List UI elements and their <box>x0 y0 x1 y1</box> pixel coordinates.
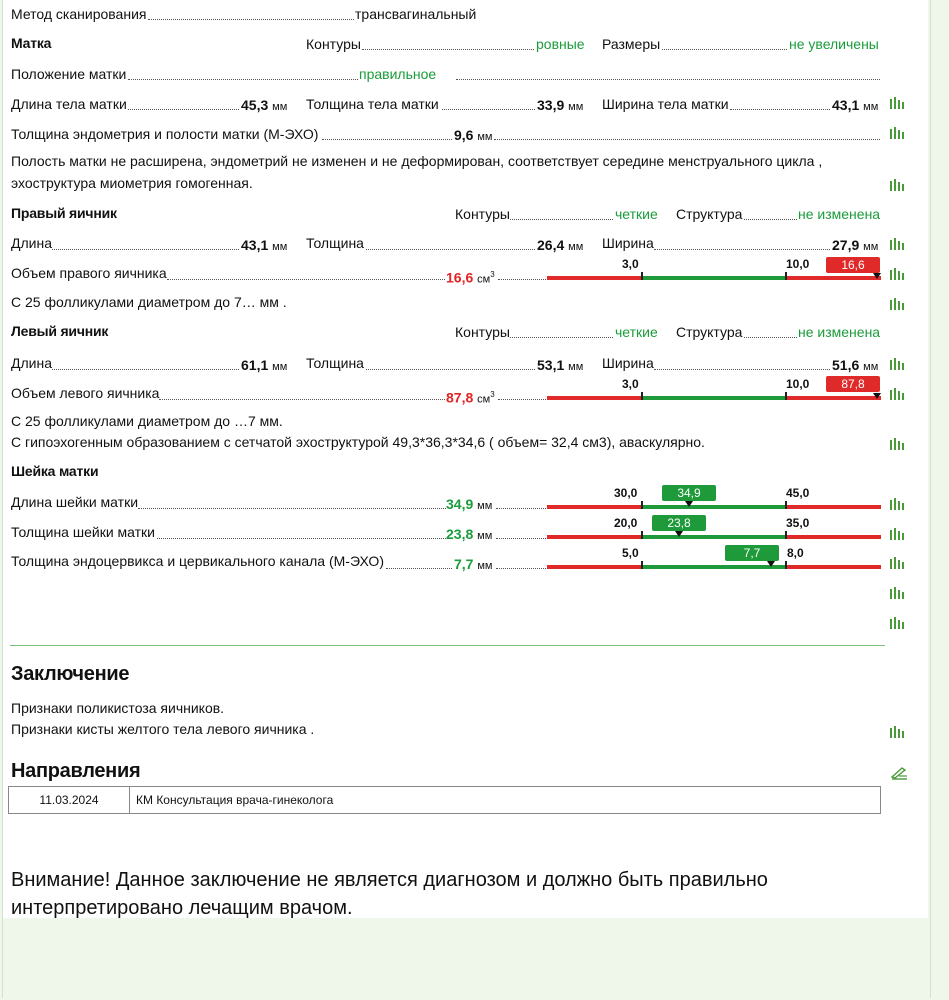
uterus-length <box>241 97 287 115</box>
dotted-leader <box>52 369 239 370</box>
cervix-length-label: Длина шейки матки <box>11 494 139 510</box>
dotted-leader <box>167 279 445 280</box>
right-ovary-length <box>241 237 287 255</box>
directions-table <box>8 786 881 814</box>
right-ovary-thickness-unit: мм <box>568 241 584 253</box>
dotted-leader <box>510 219 613 220</box>
left-ovary-volume-label: Объем левого яичника <box>11 385 160 401</box>
cervix-length-value: 34,9 <box>446 496 474 512</box>
right-ovary-contours-value: четкие <box>615 206 658 222</box>
dotted-leader <box>322 139 452 140</box>
range-bar-low <box>547 276 642 280</box>
range-bar-low <box>547 535 642 539</box>
section-divider <box>10 645 885 646</box>
left-ovary-width <box>832 357 878 375</box>
right-ovary-thickness-label: Толщина <box>306 235 364 251</box>
dotted-leader <box>496 538 546 539</box>
value-marker <box>675 531 683 537</box>
uterus-width-value: 43,1 <box>832 97 860 113</box>
left-ovary-thickness-value: 53,1 <box>537 357 565 373</box>
right-ovary-structure-value: не изменена <box>798 206 881 222</box>
direction-text: КМ Консультация врача-гинеколога <box>130 787 881 814</box>
range-bar-high <box>786 505 881 509</box>
dotted-leader <box>744 219 797 220</box>
range-bar-low <box>547 505 642 509</box>
dotted-leader <box>442 109 535 110</box>
right-ovary-width-unit: мм <box>863 241 879 253</box>
left-ovary-volume-value: 87,8 <box>446 389 474 406</box>
bar-chart-icon[interactable] <box>890 726 906 738</box>
dotted-leader <box>498 399 546 400</box>
dotted-leader <box>366 369 535 370</box>
left-ovary-width-label: Ширина <box>602 355 654 371</box>
dotted-leader <box>730 109 830 110</box>
uterus-length-label: Длина тела матки <box>11 96 127 112</box>
right-ovary-volume-label: Объем правого яичника <box>11 265 167 281</box>
dotted-leader <box>128 109 239 110</box>
cervix-title: Шейка матки <box>11 463 99 479</box>
right-ovary-length-value: 43,1 <box>241 237 269 253</box>
right-ovary-follicles: С 25 фолликулами диаметром до 7… мм . <box>11 294 287 310</box>
range-bar-normal <box>642 535 786 539</box>
range-max-label: 8,0 <box>787 546 804 560</box>
value-badge: 34,9 <box>662 485 716 501</box>
value-marker <box>767 561 775 567</box>
cervix-length-unit: мм <box>477 500 493 512</box>
value-marker <box>873 273 881 279</box>
cervix-thickness-unit: мм <box>477 530 493 542</box>
dotted-leader <box>456 79 880 80</box>
uterus-position-value: правильное <box>359 66 437 82</box>
bar-chart-icon[interactable] <box>890 438 906 450</box>
left-ovary-volume: 87,8 $см^3$ <box>446 389 495 406</box>
uterus-width-unit: мм <box>863 101 879 113</box>
dotted-leader <box>128 79 358 80</box>
conclusion-line2: Признаки кисты желтого тела левого яичника . <box>11 721 315 737</box>
cervix-length <box>446 496 492 514</box>
right-ovary-width-value: 27,9 <box>832 237 860 253</box>
range-min-label: 3,0 <box>622 377 639 391</box>
dotted-leader <box>494 139 880 140</box>
dotted-leader <box>496 568 546 569</box>
range-bar-low <box>547 396 642 400</box>
range-min-label: 3,0 <box>622 257 639 271</box>
range-bar-high <box>786 276 881 280</box>
cervix-thickness-label: Толщина шейки матки <box>11 524 155 540</box>
range-max-label: 10,0 <box>786 257 810 271</box>
dotted-leader <box>159 399 445 400</box>
uterus-note-line1: Полость матки не расширена, эндометрий не изменен и не деформирован, соответствует середине менструального цикла , <box>11 153 823 169</box>
left-ovary-thickness <box>537 357 583 375</box>
bar-chart-icon[interactable] <box>890 97 906 109</box>
left-ovary-thickness-unit: мм <box>568 361 584 373</box>
left-ovary-title: Левый яичник <box>11 323 109 339</box>
dotted-leader <box>496 508 546 509</box>
edit-pencil-icon[interactable] <box>890 766 908 780</box>
range-tick-min <box>641 561 643 569</box>
value-badge: 23,8 <box>652 515 706 531</box>
dotted-leader <box>138 508 446 509</box>
dotted-leader <box>510 337 613 338</box>
range-bar-normal <box>642 565 786 569</box>
left-ovary-length <box>241 357 287 375</box>
direction-date: 11.03.2024 <box>9 787 130 814</box>
range-max-label: 35,0 <box>786 516 810 530</box>
left-ovary-length-value: 61,1 <box>241 357 269 373</box>
endometrium <box>454 127 492 145</box>
scan-method-label: Метод сканирования <box>11 6 147 22</box>
warning-line1: Внимание! Данное заключение не является диагнозом и должно быть правильно <box>11 869 768 891</box>
table-row[interactable] <box>9 787 881 814</box>
uterus-note-line2: эхоструктура миометрия гомогенная. <box>11 175 253 191</box>
uterus-title: Матка <box>11 35 52 51</box>
dotted-leader <box>662 49 787 50</box>
endocervix <box>454 556 492 574</box>
right-ovary-contours-label: Контуры <box>455 206 510 222</box>
range-max-label: 10,0 <box>786 377 810 391</box>
right-ovary-thickness-value: 26,4 <box>537 237 565 253</box>
value-marker <box>685 501 693 507</box>
range-bar-normal <box>642 276 786 280</box>
dotted-leader <box>654 369 830 370</box>
bar-chart-icon[interactable] <box>890 179 906 191</box>
bar-chart-icon[interactable] <box>890 528 906 540</box>
dotted-leader <box>366 249 535 250</box>
directions-title: Направления <box>11 760 141 782</box>
range-bar-low <box>547 565 642 569</box>
range-min-label: 20,0 <box>614 516 638 530</box>
bar-chart-icon[interactable] <box>890 557 906 569</box>
uterus-contours-label: Контуры <box>306 36 361 52</box>
left-ovary-formation: С гипоэхогенным образованием с сетчатой эхоструктурой 49,3*36,3*34,6 ( объем= 32,4 см3), аваскулярно. <box>11 434 705 450</box>
range-bar-high <box>786 565 881 569</box>
right-ovary-volume: 16,6 $см^3$ <box>446 269 495 286</box>
range-tick-max <box>785 392 787 400</box>
left-ovary-structure-value: не изменена <box>798 324 881 340</box>
range-min-label: 30,0 <box>614 486 638 500</box>
dotted-leader <box>362 49 534 50</box>
conclusion-title: Заключение <box>11 663 130 685</box>
left-ovary-contours-label: Контуры <box>455 324 510 340</box>
warning-line2: интерпретировано лечащим врачом. <box>11 897 353 919</box>
bar-chart-icon[interactable] <box>890 358 906 370</box>
uterus-length-value: 45,3 <box>241 97 269 113</box>
range-tick-max <box>785 501 787 509</box>
right-ovary-title: Правый яичник <box>11 205 117 221</box>
endometrium-value: 9,6 <box>454 127 474 143</box>
dotted-leader <box>654 249 830 250</box>
uterus-position-label: Положение матки <box>11 66 127 82</box>
range-tick-min <box>641 501 643 509</box>
value-badge: 7,7 <box>725 545 779 561</box>
right-ovary-width-label: Ширина <box>602 235 654 251</box>
range-tick-min <box>641 531 643 539</box>
bar-chart-icon[interactable] <box>890 617 906 629</box>
range-min-label: 5,0 <box>622 546 639 560</box>
bar-chart-icon[interactable] <box>890 238 906 250</box>
value-badge: 16,6 <box>826 257 880 273</box>
range-tick-max <box>785 561 787 569</box>
range-bar-high <box>786 535 881 539</box>
uterus-width <box>832 97 878 115</box>
range-bar-high <box>786 396 881 400</box>
endocervix-unit: мм <box>477 560 493 572</box>
range-tick-max <box>785 272 787 280</box>
cervix-thickness-value: 23,8 <box>446 526 474 542</box>
uterus-thickness-unit: мм <box>568 101 584 113</box>
bar-chart-icon[interactable] <box>890 127 906 139</box>
bar-chart-icon[interactable] <box>890 268 906 280</box>
left-ovary-length-label: Длина <box>11 355 52 371</box>
left-ovary-structure-label: Структура <box>676 324 743 340</box>
endometrium-label: Толщина эндометрия и полости матки (М-ЭХО) <box>11 126 319 142</box>
left-ovary-contours-value: четкие <box>615 324 658 340</box>
endometrium-unit: мм <box>477 131 493 143</box>
uterus-thickness <box>537 97 583 115</box>
warning-text <box>11 866 768 922</box>
dotted-leader <box>148 19 354 20</box>
value-badge: 87,8 <box>826 376 880 392</box>
right-ovary-width <box>832 237 878 255</box>
cervix-thickness <box>446 526 492 544</box>
conclusion-line1: Признаки поликистоза яичников. <box>11 700 225 716</box>
dotted-leader <box>52 249 239 250</box>
left-ovary-width-unit: мм <box>863 361 879 373</box>
left-ovary-volume-unit: см <box>477 393 491 406</box>
right-ovary-length-unit: мм <box>272 241 288 253</box>
dotted-leader <box>744 337 797 338</box>
range-tick-min <box>641 392 643 400</box>
left-ovary-width-value: 51,6 <box>832 357 860 373</box>
endocervix-label: Толщина эндоцервикса и цервикального канала (М-ЭХО) <box>11 553 384 569</box>
right-ovary-volume-unit: см <box>477 273 491 286</box>
uterus-length-unit: мм <box>272 101 288 113</box>
uterus-thickness-value: 33,9 <box>537 97 565 113</box>
right-ovary-volume-value: 16,6 <box>446 269 474 286</box>
dotted-leader <box>498 279 546 280</box>
left-ovary-length-unit: мм <box>272 361 288 373</box>
dotted-leader <box>157 538 446 539</box>
left-ovary-follicles: С 25 фолликулами диаметром до …7 мм. <box>11 413 283 429</box>
bar-chart-icon[interactable] <box>890 498 906 510</box>
uterus-thickness-label: Толщина тела матки <box>306 96 439 112</box>
right-ovary-thickness <box>537 237 583 255</box>
uterus-width-label: Ширина тела матки <box>602 96 729 112</box>
dotted-leader <box>386 568 452 569</box>
endocervix-value: 7,7 <box>454 556 474 572</box>
value-marker <box>873 393 881 399</box>
uterus-contours-value: ровные <box>536 36 585 52</box>
bar-chart-icon[interactable] <box>890 587 906 599</box>
bar-chart-icon[interactable] <box>890 388 906 400</box>
range-tick-min <box>641 272 643 280</box>
uterus-size-value: не увеличены <box>789 36 879 52</box>
range-tick-max <box>785 531 787 539</box>
range-bar-normal <box>642 396 786 400</box>
range-bar-normal <box>642 505 786 509</box>
bar-chart-icon[interactable] <box>890 298 906 310</box>
uterus-size-label: Размеры <box>602 36 661 52</box>
right-ovary-structure-label: Структура <box>676 206 743 222</box>
scan-method-value: трансвагинальный <box>355 6 477 22</box>
left-ovary-thickness-label: Толщина <box>306 355 364 371</box>
range-max-label: 45,0 <box>786 486 810 500</box>
right-ovary-length-label: Длина <box>11 235 52 251</box>
